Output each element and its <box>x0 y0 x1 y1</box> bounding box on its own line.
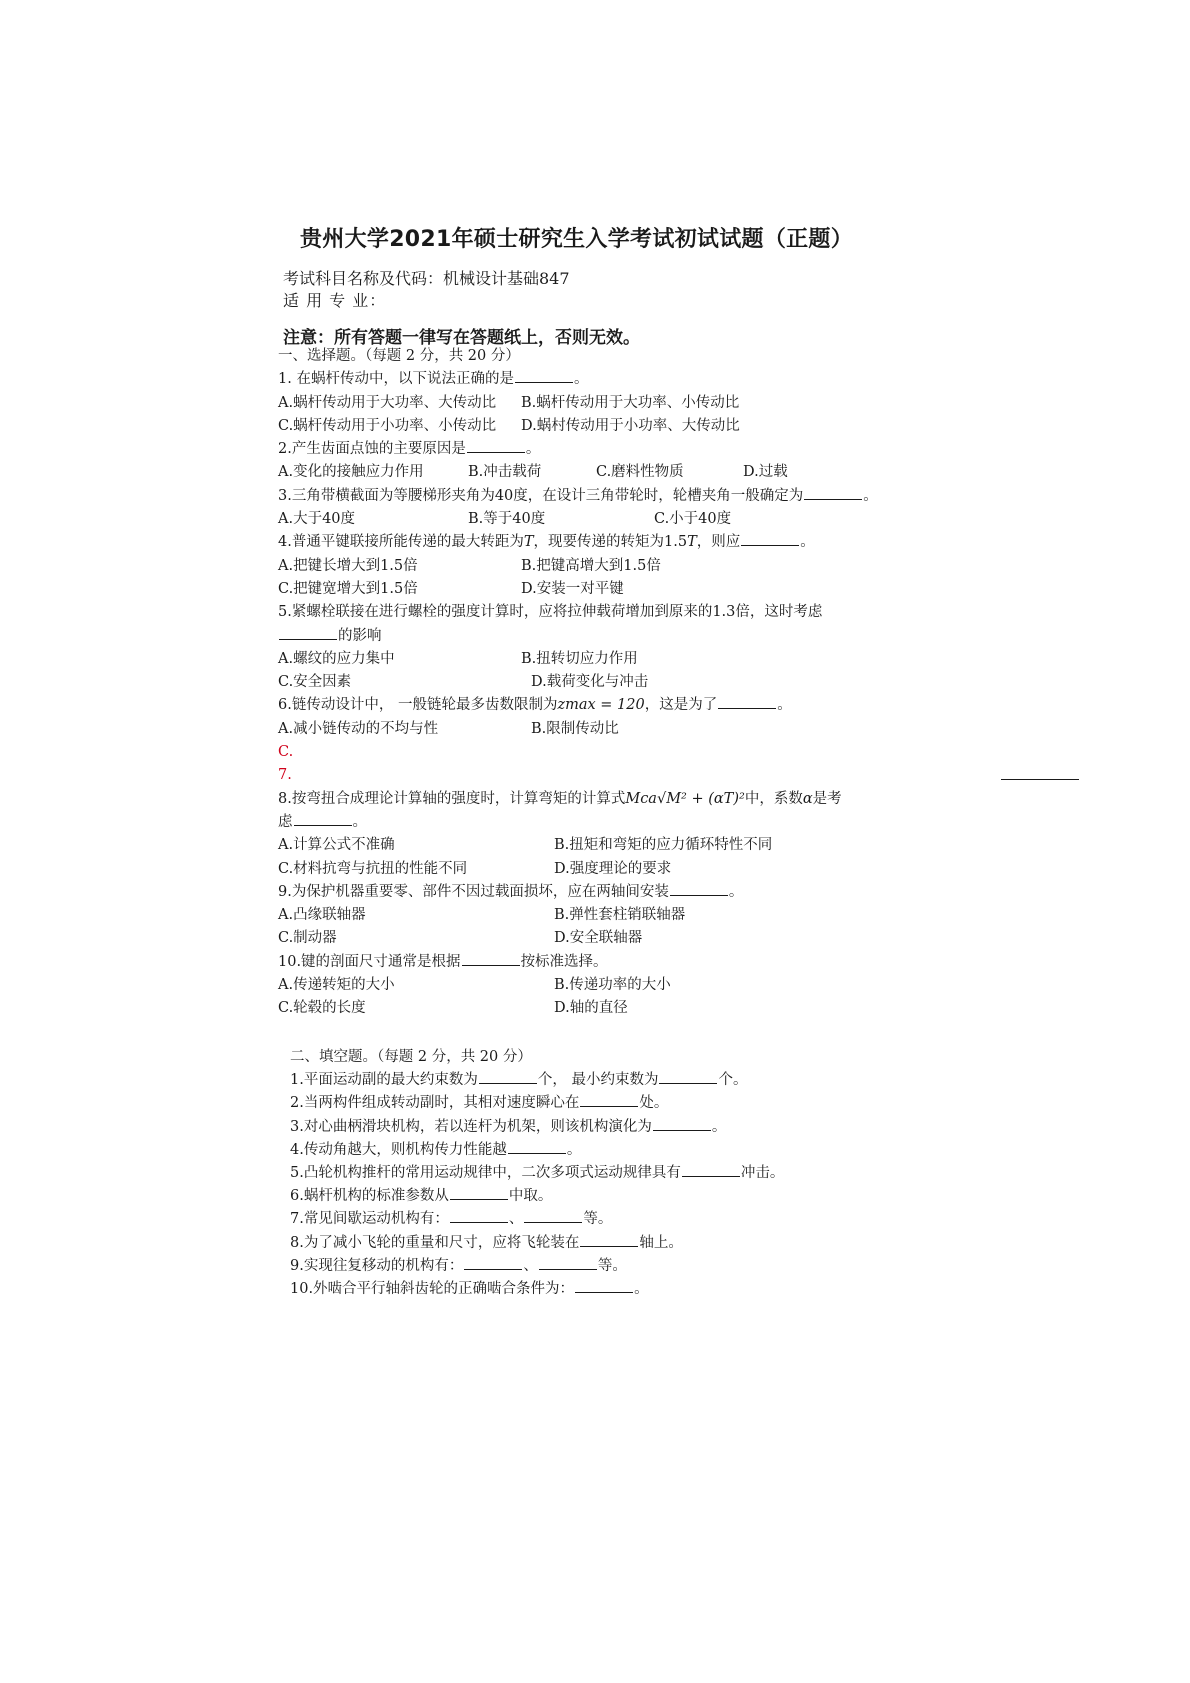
option-c: C.材料抗弯与抗扭的性能不同 <box>278 860 468 877</box>
question-3-options <box>278 508 918 531</box>
subject-line: 考试科目名称及代码：机械设计基础847 <box>283 269 570 288</box>
option-b: B.限制传动比 <box>531 720 619 737</box>
question-4: 4.普通平键联接所能传递的最大转距为T，现要传递的转矩为1.5T，则应 。 <box>278 534 815 551</box>
fill-3: 3.对心曲柄滑块机构，若以连杆为机架，则该机构演化为 。 <box>290 1118 727 1135</box>
answer-blank <box>718 707 776 709</box>
question-3: 3.三角带横截面为等腰梯形夹角为40度，在设计三角带轮时，轮槽夹角一般确定为 。 <box>278 487 878 504</box>
fill-2: 2.当两构件组成转动副时，其相对速度瞬心在 处。 <box>290 1095 669 1112</box>
option-b: B.把键高增大到1.5倍 <box>521 557 661 574</box>
option-a: A.大于40度 <box>278 511 356 528</box>
answer-blank <box>804 498 862 500</box>
fill-6: 6.蜗杆机构的标准参数从 中取。 <box>290 1188 553 1205</box>
question-9-options-cd <box>278 927 918 950</box>
answer-blank <box>464 1268 522 1270</box>
answer-blank <box>450 1221 508 1223</box>
major-line: 适 用 专 业： <box>283 291 387 310</box>
option-b: B.等于40度 <box>468 511 546 528</box>
option-c: C.把键宽增大到1.5倍 <box>278 580 418 597</box>
fill-5: 5.凸轮机构推杆的常用运动规律中，二次多项式运动规律具有 冲击。 <box>290 1164 785 1181</box>
option-b: B.扭矩和弯矩的应力循环特性不同 <box>554 837 773 854</box>
option-d: D.过载 <box>743 464 788 481</box>
answer-blank <box>653 1129 711 1131</box>
question-5: 5.紧螺栓联接在进行螺栓的强度计算时，应将拉伸载荷增加到原来的1.3倍，这时考虑 <box>278 604 823 621</box>
option-c: C.轮毂的长度 <box>278 1000 366 1017</box>
answer-blank <box>659 1082 717 1084</box>
option-c: C.蜗杆传动用于小功率、小传动比 <box>278 417 497 434</box>
fill-1: 1.平面运动副的最大约束数为 个， 最小约束数为 个。 <box>290 1072 748 1089</box>
fill-7: 7.常见间歇运动机构有： 、 等。 <box>290 1211 613 1228</box>
question-8-cont: 虑 。 <box>278 813 367 830</box>
question-6: 6.链传动设计中， 一般链轮最多齿数限制为zmax = 120，这是为了 。 <box>278 697 792 714</box>
answer-blank <box>682 1175 740 1177</box>
answer-blank <box>1001 764 1079 780</box>
question-5-cont: 的影响 <box>278 625 918 648</box>
fill-9: 9.实现往复移动的机构有： 、 等。 <box>290 1257 627 1274</box>
option-c: C.制动器 <box>278 930 337 947</box>
option-a: A.减小链传动的不均与性 <box>278 720 439 737</box>
section-fill <box>290 1046 930 1301</box>
fill-4: 4.传动角越大，则机构传力性能越 。 <box>290 1141 582 1158</box>
option-d: D.载荷变化与冲击 <box>531 674 649 691</box>
question-8-options-ab <box>278 834 918 857</box>
option-a: A.计算公式不准确 <box>278 837 395 854</box>
notice: 注意：所有答题一律写在答题纸上，否则无效。 <box>283 328 640 348</box>
section-choice <box>278 345 918 1021</box>
answer-blank <box>580 1105 638 1107</box>
question-2-options <box>278 461 918 484</box>
answer-blank <box>467 451 525 453</box>
question-1-options-ab <box>278 392 918 415</box>
question-5-options-ab <box>278 648 918 671</box>
answer-blank <box>580 1245 638 1247</box>
fill-8: 8.为了减小飞轮的重量和尺寸，应将飞轮装在 轴上。 <box>290 1234 683 1251</box>
question-10-options-cd <box>278 997 918 1020</box>
answer-blank <box>670 894 728 896</box>
formula: Mca√M² + (αT)² <box>625 790 745 807</box>
question-8: 8.按弯扭合成理论计算轴的强度时，计算弯矩的计算式Mca√M² + (αT)²中，系数α是考 <box>278 790 842 807</box>
answer-blank <box>450 1198 508 1200</box>
exam-title: 贵州大学2021年硕士研究生入学考试初试试题（正题） <box>300 227 854 252</box>
option-c: C.小于40度 <box>654 511 732 528</box>
section-heading: 二、填空题。（每题 2 分，共 20 分） <box>290 1049 532 1065</box>
answer-blank <box>479 1082 537 1084</box>
option-c: C.磨料性物质 <box>596 464 684 481</box>
question-9-options-ab <box>278 904 918 927</box>
option-a: A.变化的接触应力作用 <box>278 464 424 481</box>
option-b: B.扭转切应力作用 <box>521 650 638 667</box>
answer-blank <box>508 1152 566 1154</box>
fill-10: 10.外啮合平行轴斜齿轮的正确啮合条件为： 。 <box>290 1280 649 1297</box>
option-a: A.把键长增大到1.5倍 <box>278 557 418 574</box>
answer-blank <box>539 1268 597 1270</box>
option-a: A.传递转矩的大小 <box>278 977 395 994</box>
option-a: A.螺纹的应力集中 <box>278 650 395 667</box>
question-10: 10.键的剖面尺寸通常是根据 按标准选择。 <box>278 953 608 970</box>
option-d: D.安全联轴器 <box>554 930 643 947</box>
question-2: 2.产生齿面点蚀的主要原因是 。 <box>278 441 541 458</box>
red-marker-7: 7. <box>278 767 292 784</box>
answer-blank <box>462 964 520 966</box>
option-a: A.凸缘联轴器 <box>278 907 366 924</box>
question-4-options-ab <box>278 555 918 578</box>
question-5-options-cd <box>278 671 918 694</box>
option-d: D.蜗村传动用于小功率、大传动比 <box>521 417 740 434</box>
question-10-options-ab <box>278 974 918 997</box>
option-d: D.安装一对平键 <box>521 580 624 597</box>
option-b: B.弹性套柱销联轴器 <box>554 907 686 924</box>
question-4-options-cd <box>278 578 918 601</box>
question-8-options-cd <box>278 858 918 881</box>
option-b: B.冲击载荷 <box>468 464 542 481</box>
answer-blank <box>741 544 799 546</box>
option-a: A.蜗杆传动用于大功率、大传动比 <box>278 394 497 411</box>
option-d: D.轴的直径 <box>554 1000 628 1017</box>
answer-blank <box>294 824 352 826</box>
option-b: B.传递功率的大小 <box>554 977 671 994</box>
formula: zmax = 120 <box>557 697 645 714</box>
option-b: B.蜗杆传动用于大功率、小传动比 <box>521 394 740 411</box>
red-marker-c: C. <box>278 744 294 761</box>
answer-blank <box>575 1291 633 1293</box>
answer-blank <box>524 1221 582 1223</box>
question-6-options <box>278 718 918 741</box>
answer-blank <box>515 381 573 383</box>
section-heading: 一、选择题。（每题 2 分，共 20 分） <box>278 348 520 364</box>
option-d: D.强度理论的要求 <box>554 860 672 877</box>
red-marker-7-row <box>278 764 918 787</box>
question-9: 9.为保护机器重要零、部件不因过载面损坏，应在两轴间安装 。 <box>278 883 744 900</box>
answer-blank <box>279 638 337 640</box>
question-1: 1. 在蜗杆传动中，以下说法正确的是 。 <box>278 371 589 388</box>
option-c: C.安全因素 <box>278 674 352 691</box>
question-1-options-cd <box>278 415 918 438</box>
